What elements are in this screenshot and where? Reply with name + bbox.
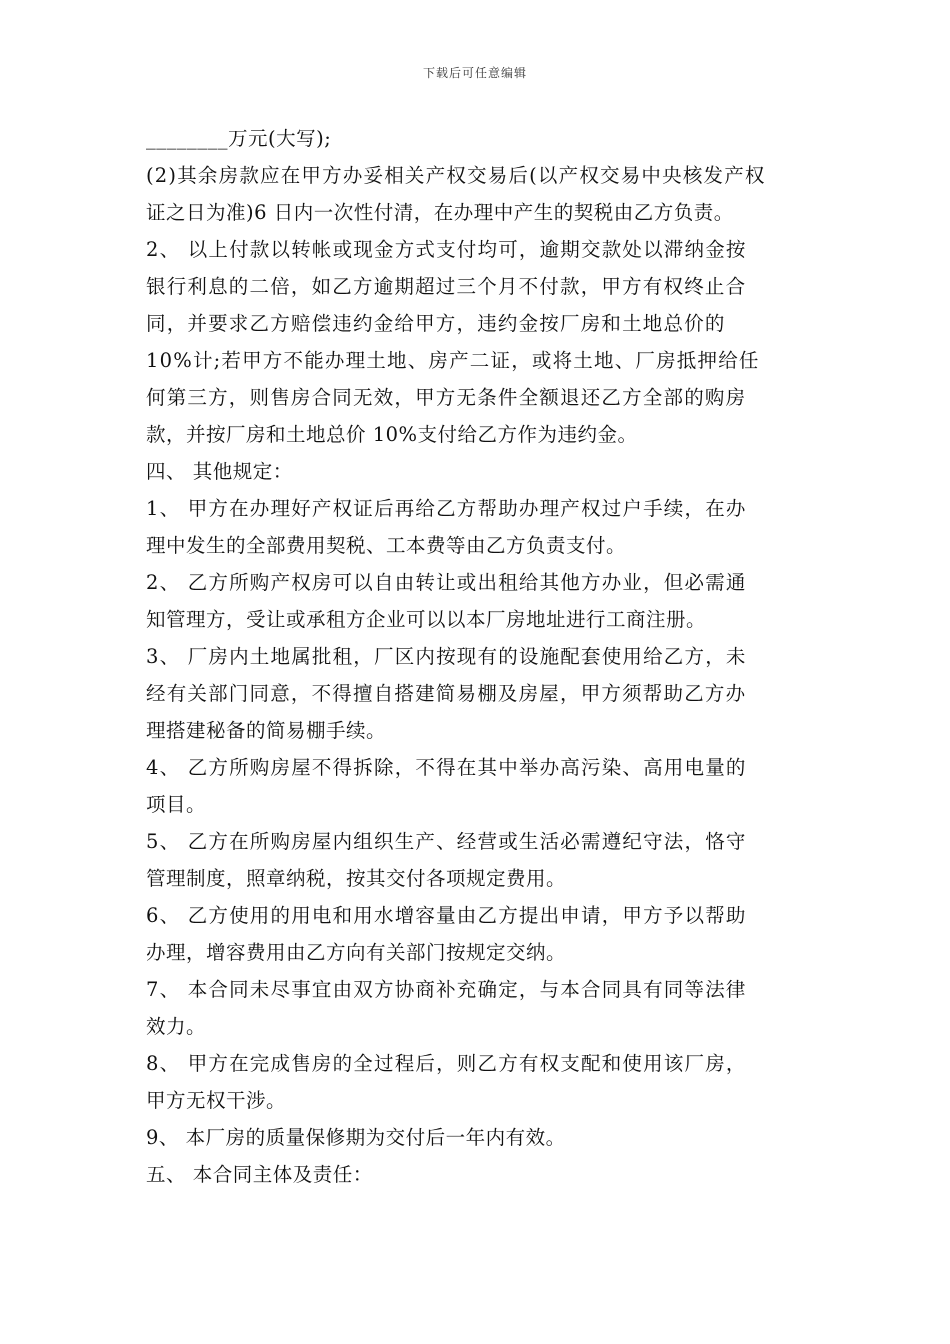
document-body: [146, 120, 808, 1193]
text-line: 知管理方，受让或承租方企业可以以本厂房地址进行工商注册。: [146, 608, 707, 631]
section-heading: 五、 本合同主体及责任：: [146, 1163, 373, 1186]
text-line: 效力。: [146, 1015, 207, 1038]
text-line: 银行利息的二倍，如乙方逾期超过三个月不付款，甲方有权终止合: [146, 275, 747, 298]
text-line: ________万元(大写);: [146, 127, 332, 150]
text-line: 2、 以上付款以转帐或现金方式支付均可，逾期交款处以滞纳金按: [146, 238, 747, 261]
text-line: 9、 本厂房的质量保修期为交付后一年内有效。: [146, 1126, 566, 1149]
text-line: 款，并按厂房和土地总价 10%支付给乙方作为违约金。: [146, 423, 638, 446]
text-line: 4、 乙方所购房屋不得拆除，不得在其中举办高污染、高用电量的: [146, 756, 747, 779]
text-line: 办理，增容费用由乙方向有关部门按规定交纳。: [146, 941, 567, 964]
text-line: 项目。: [146, 793, 207, 816]
text-line: 管理制度，照章纳税，按其交付各项规定费用。: [146, 867, 567, 890]
text-line: 8、 甲方在完成售房的全过程后，则乙方有权支配和使用该厂房，: [146, 1052, 747, 1075]
text-line: 6、 乙方使用的用电和用水增容量由乙方提出申请，甲方予以帮助: [146, 904, 747, 927]
text-line: 何第三方，则售房合同无效，甲方无条件全额退还乙方全部的购房: [146, 386, 747, 409]
text-line: 2、 乙方所购产权房可以自由转让或出租给其他方办业，但必需通: [146, 571, 747, 594]
text-line: 证之日为准)6 日内一次性付清，在办理中产生的契税由乙方负责。: [146, 201, 734, 224]
text-line: 10%计;若甲方不能办理土地、房产二证，或将土地、厂房抵押给任: [146, 349, 760, 372]
text-line: (2)其余房款应在甲方办妥相关产权交易后(以产权交易中央核发产权: [146, 164, 766, 187]
text-line: 5、 乙方在所购房屋内组织生产、经营或生活必需遵纪守法，恪守: [146, 830, 747, 853]
page-header: 下载后可任意编辑: [422, 66, 527, 80]
text-line: 理中发生的全部费用契税、工本费等由乙方负责支付。: [146, 534, 627, 557]
text-line: 3、 厂房内土地属批租，厂区内按现有的设施配套使用给乙方，未: [146, 645, 747, 668]
text-line: 理搭建秘备的简易棚手续。: [146, 719, 387, 742]
section-heading: 四、 其他规定：: [146, 460, 293, 483]
text-line: 经有关部门同意，不得擅自搭建简易棚及房屋，甲方须帮助乙方办: [146, 682, 747, 705]
text-line: 甲方无权干涉。: [146, 1089, 287, 1112]
text-line: 同，并要求乙方赔偿违约金给甲方，违约金按厂房和土地总价的: [146, 312, 726, 335]
text-line: 1、 甲方在办理好产权证后再给乙方帮助办理产权过户手续，在办: [146, 497, 747, 520]
text-line: 7、 本合同未尽事宜由双方协商补充确定，与本合同具有同等法律: [146, 978, 747, 1001]
